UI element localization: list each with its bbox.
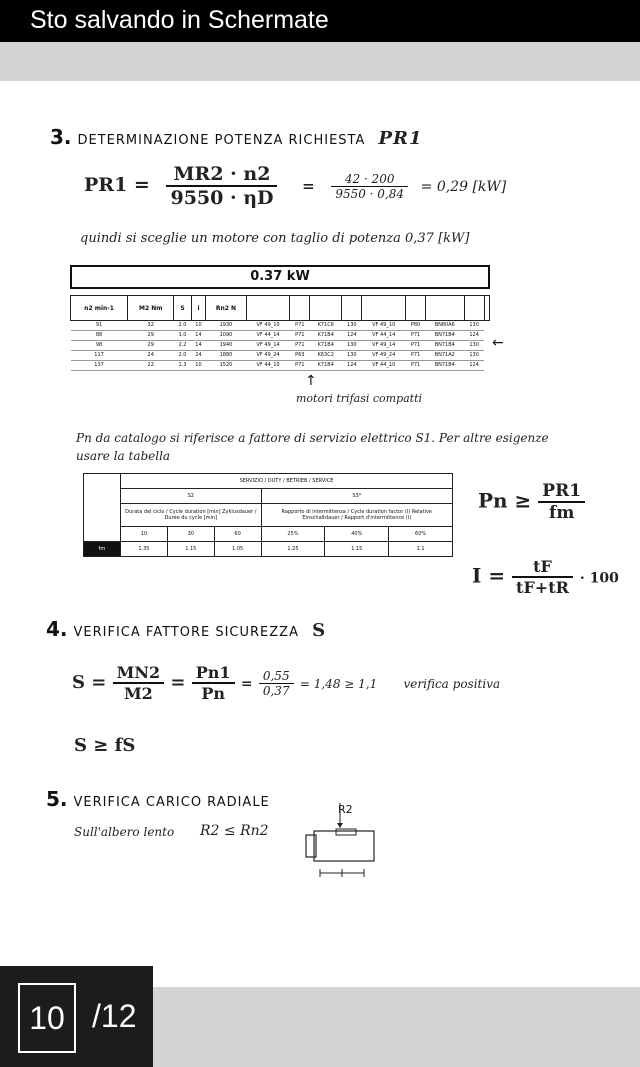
motor-table-cell: 1.3 xyxy=(174,361,191,371)
motor-table-cell: 32 xyxy=(128,321,174,331)
motor-table-cell: 14 xyxy=(191,331,206,341)
motor-table-cell: P71 xyxy=(406,351,426,361)
formula-pn: Pn ≥ $\frac{PR1}{fm}$ xyxy=(478,481,585,523)
motor-table-cell: 98 xyxy=(71,341,128,351)
note-motor-choice: quindi si sceglie un motore con taglio di potenza 0,37 [kW] xyxy=(80,231,470,246)
motor-table-cell: 124 xyxy=(464,361,484,371)
total-pages: /12 xyxy=(92,998,137,1034)
service-value: 1.25 xyxy=(261,542,325,557)
motor-table-cell: 24 xyxy=(191,351,206,361)
motor-table-cell: K71C6 xyxy=(310,321,342,331)
page-counter[interactable] xyxy=(0,966,153,1067)
service-value: 1.1 xyxy=(389,542,453,557)
service-table-title: SERVIZIO / DUTY / BETRIEB / SERVICE xyxy=(121,474,453,489)
motor-table-cell: VF 44_14 xyxy=(246,331,290,341)
motor-table-cell: VF 49_24 xyxy=(362,351,406,361)
formula-sf: S ≥ fS xyxy=(74,735,136,756)
formula-radial: R2 ≤ Rn2 xyxy=(200,823,269,839)
note-radial: Sull'albero lento xyxy=(74,825,175,839)
motor-table-cell: 117 xyxy=(71,351,128,361)
motor-table-cell: VF 49_10 xyxy=(246,321,290,331)
motor-table-cell: 130 xyxy=(464,351,484,361)
app-title-bar xyxy=(0,0,640,42)
app-title: Sto salvando in Schermate xyxy=(30,6,329,34)
motor-table-cell: 1940 xyxy=(206,341,246,351)
section-4-heading: 4. VERIFICA FATTORE SICUREZZA S xyxy=(46,617,327,641)
motor-table-header xyxy=(362,296,406,321)
motor-table-cell: 10 xyxy=(191,361,206,371)
motor-table-cell: P71 xyxy=(406,361,426,371)
sketch-label: R2 xyxy=(338,803,353,816)
motor-table-cell: P71 xyxy=(290,321,310,331)
motor-table xyxy=(70,265,490,371)
formula-safety: S = $\frac{MN2}{M2}$ = $\frac{Pn1}{Pn}$ = $\frac{0,55}{0,37}$ = 1,48 ≥ 1,1 verifica positiva xyxy=(72,663,501,703)
motor-table-cell: VF 49_14 xyxy=(362,341,406,351)
motor-table-header xyxy=(246,296,290,321)
motor-table-header: M2 Nm xyxy=(128,296,174,321)
service-col-header: 40% xyxy=(325,527,389,542)
motor-table-cell: BN71B4 xyxy=(425,341,464,351)
motor-table-header xyxy=(464,296,484,321)
motor-table-cell: BN71B4 xyxy=(425,331,464,341)
motor-table-cell: 130 xyxy=(342,351,362,361)
motor-table-cell: 137 xyxy=(71,361,128,371)
motor-table-header: n2 min-1 xyxy=(71,296,128,321)
motor-table-cell: 1090 xyxy=(206,331,246,341)
section-3-heading: 3. DETERMINAZIONE POTENZA RICHIESTA PR1 xyxy=(50,125,423,149)
current-page: 10 xyxy=(18,983,76,1053)
motor-table-header: S xyxy=(174,296,191,321)
motor-table-cell: VF 49_24 xyxy=(246,351,290,361)
motor-table-cell: 2.0 xyxy=(174,321,191,331)
motor-table-header xyxy=(406,296,426,321)
service-col-header: 25% xyxy=(261,527,325,542)
motor-table-cell: K71B4 xyxy=(310,361,342,371)
motor-table-cell: 14 xyxy=(191,341,206,351)
arrow-marker: ← xyxy=(492,335,504,351)
motor-table-cell: 1520 xyxy=(206,361,246,371)
motor-table-row xyxy=(71,341,490,351)
motor-table-header xyxy=(290,296,310,321)
service-row-label: fm xyxy=(84,542,121,557)
service-value: 1.35 xyxy=(121,542,168,557)
motor-table-cell: 24 xyxy=(128,351,174,361)
motor-note: motori trifasi compatti xyxy=(296,392,423,405)
motor-table-cell: 29 xyxy=(128,341,174,351)
note-service-b: usare la tabella xyxy=(76,449,171,463)
motor-table-cell: VF 49_10 xyxy=(362,321,406,331)
motor-table-cell: 124 xyxy=(464,331,484,341)
service-col-header: 60 xyxy=(214,527,261,542)
motor-table-cell: 91 xyxy=(71,321,128,331)
motor-table-cell: VF 49_14 xyxy=(246,341,290,351)
motor-table-cell: 10 xyxy=(191,321,206,331)
motor-table-cell: 130 xyxy=(464,341,484,351)
service-value: 1.15 xyxy=(167,542,214,557)
motor-table-cell: P71 xyxy=(290,361,310,371)
motor-table-cell: BN80A6 xyxy=(425,321,464,331)
service-col-header: 60% xyxy=(389,527,453,542)
motor-table-header xyxy=(484,296,489,321)
motor-table-cell: 130 xyxy=(464,321,484,331)
motor-table-row xyxy=(71,331,490,341)
shaft-sketch xyxy=(300,801,390,891)
motor-table-cell: 130 xyxy=(342,341,362,351)
motor-table-cell: BN71B4 xyxy=(425,361,464,371)
service-factor-table xyxy=(83,473,453,557)
motor-table-cell: 130 xyxy=(342,321,362,331)
motor-table-cell: 1.0 xyxy=(174,331,191,341)
service-s2: S2 xyxy=(121,489,262,504)
service-s3-desc: Rapporto di intermittenza / Cycle duration factor (I) Relative Einschaltdauer / Rapport d'intermittence (I) xyxy=(261,504,452,527)
motor-table-cell: 88 xyxy=(71,331,128,341)
service-col-header: 10 xyxy=(121,527,168,542)
motor-table-grid xyxy=(70,295,490,371)
service-s3: S3* xyxy=(261,489,452,504)
document-page xyxy=(0,81,640,967)
service-s2-desc: Durata del ciclo / Cycle duration [min] Zyklusdauer / Durée du cycle [min] xyxy=(121,504,262,527)
motor-table-cell: P63 xyxy=(290,351,310,361)
motor-table-cell: 1880 xyxy=(206,351,246,361)
service-value: 1.05 xyxy=(214,542,261,557)
formula-intermittence: I = $\frac{tF}{tF+tR}$ · 100 xyxy=(472,557,619,597)
motor-table-title: 0.37 kW xyxy=(70,265,490,289)
motor-table-header: Rn2 N xyxy=(206,296,246,321)
service-value: 1.15 xyxy=(325,542,389,557)
motor-table-cell: BN71A2 xyxy=(425,351,464,361)
arrow-up-marker: ↑ xyxy=(305,373,317,389)
section-5-heading: 5. VERIFICA CARICO RADIALE xyxy=(46,787,270,811)
status-strip xyxy=(0,42,640,81)
motor-table-cell: P71 xyxy=(290,331,310,341)
motor-table-cell: P71 xyxy=(406,341,426,351)
motor-table-cell: VF 44_14 xyxy=(362,331,406,341)
motor-table-header xyxy=(310,296,342,321)
motor-table-header: i xyxy=(191,296,206,321)
motor-table-cell: 124 xyxy=(342,361,362,371)
motor-table-cell: VF 44_10 xyxy=(246,361,290,371)
motor-table-row xyxy=(71,361,490,371)
formula-power: PR1 = $\frac{MR2 \cdot n2}{9550 \cdot \eta D}$ = $\frac{42 \cdot 200}{9550 \cdot 0,84}$ = 0,29 [kW] xyxy=(84,163,507,209)
service-col-header: 30 xyxy=(167,527,214,542)
motor-table-cell: 22 xyxy=(128,361,174,371)
note-service-a: Pn da catalogo si riferisce a fattore di servizio elettrico S1. Per altre esigenze xyxy=(76,431,549,445)
motor-table-header xyxy=(425,296,464,321)
motor-table-row xyxy=(71,351,490,361)
motor-table-cell: K71B4 xyxy=(310,331,342,341)
motor-table-cell: P71 xyxy=(406,331,426,341)
motor-table-cell: 2.2 xyxy=(174,341,191,351)
motor-table-cell: VF 44_10 xyxy=(362,361,406,371)
motor-table-cell: 29 xyxy=(128,331,174,341)
motor-table-cell: 2.0 xyxy=(174,351,191,361)
motor-table-cell: P80 xyxy=(406,321,426,331)
motor-table-header xyxy=(342,296,362,321)
motor-table-cell: 124 xyxy=(342,331,362,341)
motor-table-cell: P71 xyxy=(290,341,310,351)
motor-table-row xyxy=(71,321,490,331)
motor-table-cell: K63C2 xyxy=(310,351,342,361)
motor-table-cell: 1930 xyxy=(206,321,246,331)
motor-table-cell: K71B4 xyxy=(310,341,342,351)
